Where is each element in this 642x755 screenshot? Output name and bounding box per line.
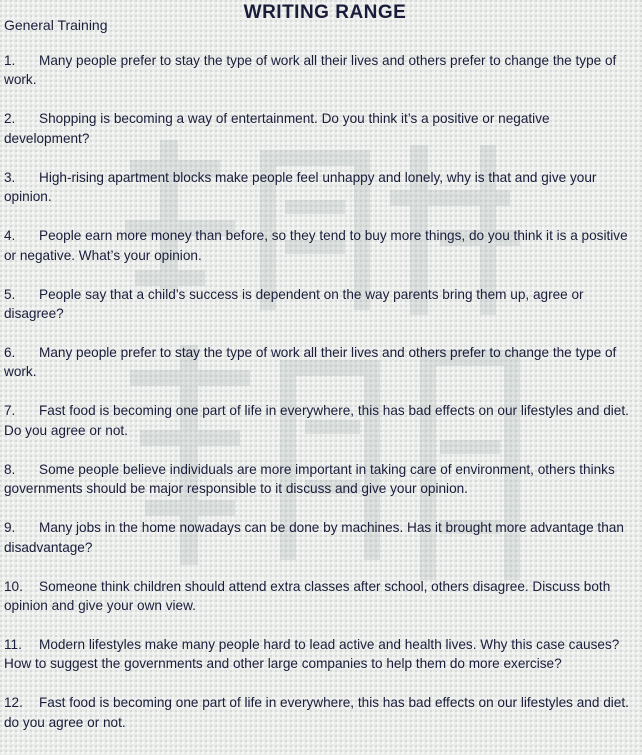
- question-item: [4, 285, 636, 324]
- question-list: [4, 51, 636, 752]
- question-number: 7.: [4, 403, 16, 419]
- question-text: High-rising apartment blocks make people feel unhappy and lonely, why is that and give your opinion.: [4, 169, 597, 205]
- question-text: Someone think children should attend extra classes after school, others disagree. Discuss both opinion and give your own view.: [4, 578, 611, 614]
- question-item: [4, 577, 636, 616]
- question-number: 1.: [4, 53, 16, 68]
- question-text: People say that a child’s success is dependent on the way parents bring them up, agree or disagree?: [4, 286, 584, 322]
- question-item: [4, 226, 636, 265]
- question-number: 6.: [4, 345, 16, 361]
- question-number: 9.: [4, 520, 16, 536]
- question-text: Many jobs in the home nowadays can be done by machines. Has it brought more advantage than disadvantage?: [4, 520, 624, 555]
- question-number: 11.: [4, 637, 22, 653]
- question-number: 3.: [4, 169, 16, 185]
- question-item: [4, 343, 636, 382]
- question-item: [4, 51, 636, 90]
- question-item: [4, 168, 636, 207]
- question-text: Fast food is becoming one part of life in everywhere, this has bad effects on our lifestyles and diet. do you agree or not.: [4, 695, 629, 730]
- question-number: 2.: [4, 111, 16, 127]
- question-text: Fast food is becoming one part of life in everywhere, this has bad effects on our lifestyles and diet. Do you agree or not.: [4, 403, 629, 438]
- question-text: Shopping is becoming a way of entertainment. Do you think it’s a positive or negative development?: [4, 111, 550, 146]
- question-text: Some people believe individuals are more important in taking care of environment, others thinks governments should be major responsible to it discuss and give your opinion.: [4, 461, 615, 497]
- page-title-text: WRITING RANGE: [243, 2, 407, 23]
- question-number: 12.: [4, 695, 23, 711]
- question-text: People earn more money than before, so they tend to buy more things, do you think it is a positive or negative. What’s your opinion.: [4, 228, 628, 263]
- question-text: Many people prefer to stay the type of work all their lives and others prefer to change the type of work.: [4, 345, 617, 380]
- question-number: 4.: [4, 228, 16, 244]
- question-item: [4, 401, 636, 440]
- question-number: 10.: [4, 578, 23, 594]
- question-number: 8.: [4, 461, 16, 477]
- question-item: [4, 109, 636, 148]
- question-item: [4, 693, 636, 732]
- question-text: Modern lifestyles make many people hard to lead active and health lives. Why this case causes? How to suggest the governments and other large companies to help them do more exercise?: [4, 637, 620, 672]
- question-item: [4, 460, 636, 499]
- question-text: Many people prefer to stay the type of work all their lives and others prefer to change the type of work.: [4, 53, 617, 88]
- question-item: [4, 635, 636, 674]
- subtitle: General Training: [4, 17, 108, 33]
- question-number: 5.: [4, 286, 16, 302]
- question-item: [4, 518, 636, 557]
